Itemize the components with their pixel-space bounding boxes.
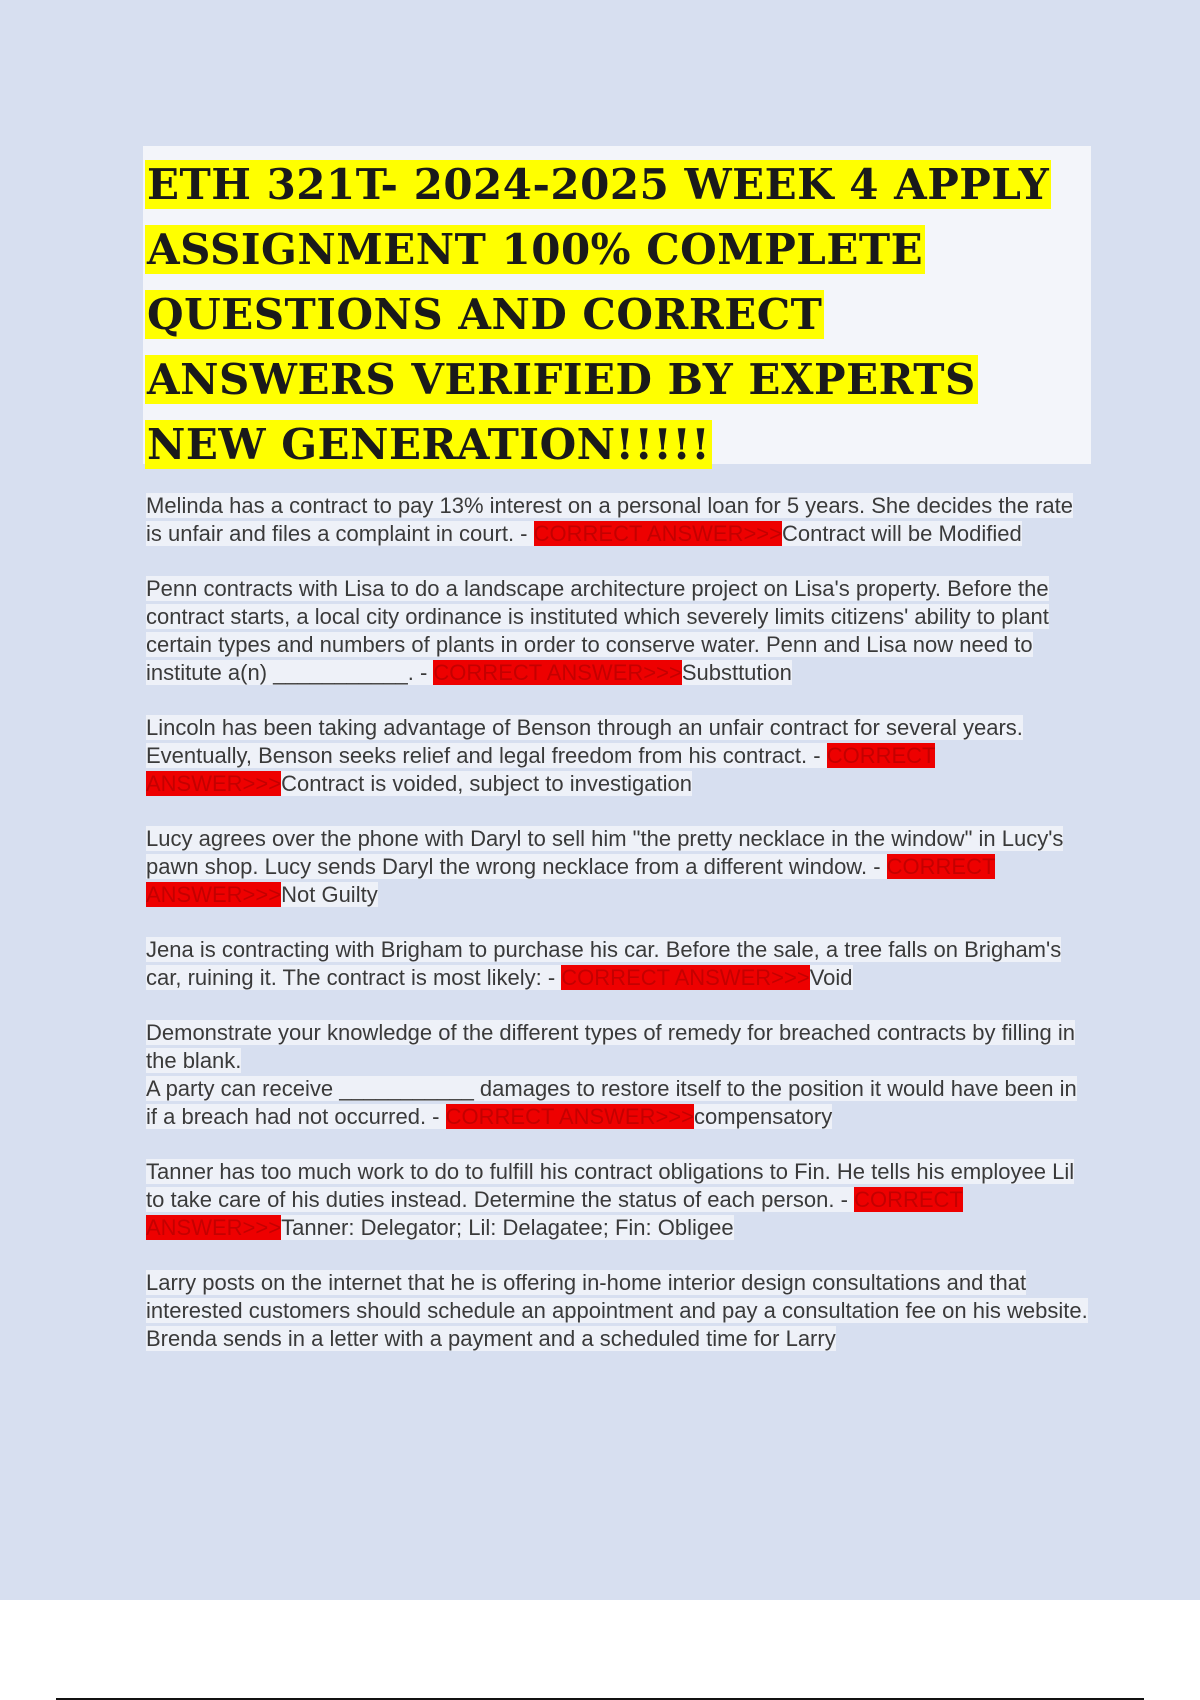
question-text: Jena is contracting with Brigham to purchase his car. Before the sale, a tree falls on Brigham's car, ruining it. The contract is most likely: - (146, 937, 1062, 990)
qa-item-2 (146, 575, 1092, 687)
document-title (145, 152, 1085, 477)
qa-item-5 (146, 936, 1092, 992)
answer-text: Tanner: Delegator; Lil: Delagatee; Fin: Obligee (281, 1215, 734, 1240)
qa-item-6 (146, 1019, 1092, 1131)
question-text: Lincoln has been taking advantage of Benson through an unfair contract for several years. Eventually, Benson seeks relief and legal freedom from his contract. - (146, 715, 1023, 768)
answer-text: Contract is voided, subject to investigation (281, 771, 692, 796)
qa-item-7 (146, 1158, 1092, 1242)
qa-list (146, 492, 1092, 1380)
question-text: Demonstrate your knowledge of the different types of remedy for breached contracts by filling in the blank. A party can receive ___________ damages to restore itself to the position it would have been in if a breach had not occurred. - (146, 1020, 1077, 1129)
qa-item-3 (146, 714, 1092, 798)
question-text: Lucy agrees over the phone with Daryl to sell him "the pretty necklace in the window" in Lucy's pawn shop. Lucy sends Daryl the wrong necklace from a different window. - (146, 826, 1064, 879)
question-text: Tanner has too much work to do to fulfill his contract obligations to Fin. He tells his employee Lil to take care of his duties instead. Determine the status of each person. - (146, 1159, 1075, 1212)
qa-item-4 (146, 825, 1092, 909)
answer-text: Substtution (681, 660, 792, 685)
correct-answer-marker: CORRECT ANSWER>>> (433, 660, 682, 685)
correct-answer-marker: CORRECT ANSWER>>> (533, 521, 783, 546)
correct-answer-marker: CORRECT ANSWER>>> (445, 1104, 695, 1129)
qa-item-8 (146, 1269, 1092, 1353)
answer-text: compensatory (694, 1104, 833, 1129)
correct-answer-marker: CORRECT ANSWER>>> (146, 1187, 963, 1240)
answer-text: Not Guilty (281, 882, 378, 907)
correct-answer-marker: CORRECT ANSWER>>> (146, 743, 936, 796)
qa-item-1 (146, 492, 1092, 548)
answer-text: Void (809, 965, 853, 990)
question-text: Melinda has a contract to pay 13% interest on a personal loan for 5 years. She decides the rate is unfair and files a complaint in court. - (146, 493, 1073, 546)
answer-text: Contract will be Modified (782, 521, 1022, 546)
question-text: Larry posts on the internet that he is offering in-home interior design consultations and that interested customers should schedule an appointment and pay a consultation fee on his website. Brenda sends in a letter with a payment and a scheduled time for Larry (146, 1270, 1088, 1351)
question-text: Penn contracts with Lisa to do a landscape architecture project on Lisa's property. Before the contract starts, a local city ordinance is instituted which severely limits citizens' ability to plant certain types and numbers of plants in order to conserve water. Penn and Lisa now need to institute a(n) ___________. - (146, 576, 1049, 685)
correct-answer-marker: CORRECT ANSWER>>> (561, 965, 810, 990)
document-title-text: ETH 321T- 2024-2025 WEEK 4 APPLY ASSIGNMENT 100% COMPLETE QUESTIONS AND CORRECT ANSWERS VERIFIED BY EXPERTS NEW GENERATION!!!!! (147, 160, 1050, 469)
correct-answer-marker: CORRECT ANSWER>>> (146, 854, 996, 907)
